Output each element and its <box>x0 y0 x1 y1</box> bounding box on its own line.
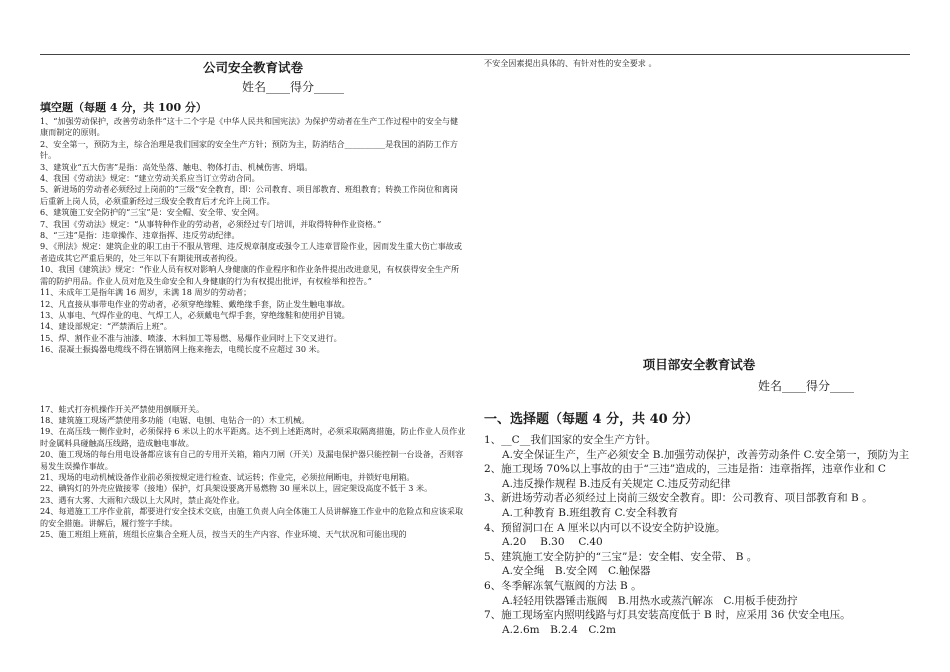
list-item: 4、我国《劳动法》规定：“建立劳动关系应当订立劳动合同。 <box>40 173 260 184</box>
list-item: 6、建筑施工安全防护的“三宝”是：安全帽、安全带、安全网。 <box>40 207 264 218</box>
list-item: 25、施工班组上班前，班组长应集合全班人员，按当天的生产内容、作业环境、天气状况和可能出现的 <box>40 529 407 539</box>
question-options: A.2.6m B.2.4 C.2m <box>502 623 616 636</box>
section-heading: 填空题（每题 4 分，共 100 分） <box>40 101 207 114</box>
page-title: 公司安全教育试卷 <box>202 60 303 75</box>
question-options: A.安全保证生产，生产必须安全 B.加强劳动保护，改善劳动条件 C.安全第一，预防为主 <box>502 448 910 461</box>
list-item: 18、建筑施工现场严禁使用多功能（电锯、电刨、电钻合一的）木工机械。 <box>40 414 310 425</box>
list-item: 17、蛙式打夯机操作开关严禁使用倒顺开关。 <box>40 403 205 414</box>
list-item: 10、我国《建筑法》规定：“作业人员有权对影响人身健康的作业程序和作业条件提出改进意见，有权获得安全生产所需的防护用品。作业人员对危及生命安全和人身健康的行为有权提出批评，有权检举和控告。” <box>40 264 460 286</box>
question-options: A.违反操作规程 B.违反有关规定 C.违反劳动纪律 <box>502 477 731 490</box>
list-item: 7、我国《劳动法》规定：“从事特种作业的劳动者，必须经过专门培训，并取得特种作业资格。” <box>40 218 382 229</box>
list-item: 19、在高压线一侧作业时，必须保持 6 米以上的水平距离。达不到上述距离时，必须采取隔离措施，防止作业人员作业时金属料具碰触高压线路，造成触电事故。 <box>40 426 466 448</box>
question-options: A.工种教育 B.班组教育 C.安全科教育 <box>502 506 679 519</box>
list-item: 22、碘钨灯的外壳应做接零（接地）保护，灯具架设要离开易燃物 30 厘米以上，固定架设高度不低于 3 米。 <box>40 483 433 494</box>
list-item: 23、遇有大雾、大雨和六级以上大风时，禁止高处作业。 <box>40 494 245 505</box>
fill-blank-list <box>40 116 466 356</box>
question-options: A.轻轻用铁器锤击瓶阀 B.用热水或蒸汽解冻 C.用板手使劲拧 <box>502 594 798 607</box>
list-item: 5、新进场的劳动者必须经过上岗前的“三级”安全教育，即：公司教育、项目部教育、班组教育；转换工作岗位和离岗后重新上岗人员，必须重新经过三级安全教育后才允许上岗工作。 <box>40 184 459 206</box>
list-item: 3、建筑业“五大伤害”是指：高处坠落、触电、物体打击、机械伤害、坍塌。 <box>40 161 313 172</box>
name-score-line: 姓名____得分____ <box>757 379 854 393</box>
question: 5、建筑施工安全防护的“三宝”是：安全帽、安全带、 B 。 <box>484 550 758 563</box>
question-options: A.安全绳 B.安全网 C.触保器 <box>502 565 651 578</box>
list-item: 1、“加强劳动保护，改善劳动条件”这十二个字是《中华人民共和国宪法》为保护劳动者在生产工作过程中的安全与健康而制定的原则。 <box>40 116 459 138</box>
fill-blank-list-continued <box>40 404 466 541</box>
list-item: 13、从事电、气焊作业的电、气焊工人，必须戴电气焊手套，穿绝缘鞋和使用护目镜。 <box>40 309 350 320</box>
question: 4、预留洞口在 A 厘米以内可以不设安全防护设施。 <box>484 521 726 534</box>
list-item: 20、施工现场的每台用电设备都应该有自己的专用开关箱，箱内刀闸（开关）及漏电保护器只能控制一台设备，否则容易发生误操作事故。 <box>40 449 464 471</box>
question: 1、__C__我们国家的安全生产方针。 <box>484 434 657 446</box>
question: 3、新进场劳动者必须经过上岗前三级安全教育。即：公司教育、项目部教育和 B 。 <box>484 492 873 505</box>
continued-text: 不安全因素提出具体的、有针对性的安全要求 。 <box>484 58 657 68</box>
choice-question-list <box>484 433 914 637</box>
question: 7、施工现场室内照明线路与灯具安装高度低于 B 时，应采用 36 伏安全电压。 <box>484 609 851 622</box>
list-item: 24、每道施工工序作业前，都要进行安全技术交底，由施工负责人向全体施工人员讲解施工作业中的危险点和应该采取的安全措施。讲解后，履行签字手续。 <box>40 506 464 528</box>
top-rule <box>40 54 910 55</box>
spacer <box>40 356 466 404</box>
company-exam-column <box>40 58 466 540</box>
list-item: 2、安全第一，预防为主，综合治理是我们国家的安全生产方针；预防为主，防消结合__________是我国的消防工作方针。 <box>40 138 458 161</box>
project-exam-title: 项目部安全教育试卷 <box>642 357 756 372</box>
list-item: 11、未成年工是指年满 16 周岁，未满 18 周岁的劳动者； <box>40 287 252 298</box>
list-item: 14、建设部规定：“严禁酒后上班”。 <box>40 321 172 332</box>
list-item: 21、现场的电动机械设备作业前必须按规定进行检查、试运转；作业完，必须拉闸断电，并锁好电闸箱。 <box>40 471 415 482</box>
question: 6、冬季解冻氧气瓶阀的方法 B 。 <box>484 579 642 592</box>
project-exam-column <box>484 58 914 636</box>
list-item: 12、凡直接从事带电作业的劳动者，必须穿绝缘鞋、戴绝缘手套，防止发生触电事故。 <box>40 298 350 309</box>
list-item: 15、焊、割作业不准与油漆、喷漆、木料加工等易燃、易爆作业同时上下交叉进行。 <box>40 332 342 343</box>
question-options: A.20 B.30 C.40 <box>502 536 603 549</box>
list-item: 8、“三违”是指：违章操作、违章指挥、违反劳动纪律。 <box>40 230 240 241</box>
list-item: 9、《刑法》规定：建筑企业的职工由于不服从管理、违反规章制度或强令工人违章冒险作业，因而发生重大伤亡事故或者造成其它严重后果的，处三年以下有期徒刑或者拘役。 <box>40 241 462 263</box>
section-heading: 一、选择题（每题 4 分，共 40 分） <box>484 412 699 427</box>
question: 2、施工现场 70%以上事故的由于“三违”造成的，三违是指：违章指挥，违章作业和 C <box>484 463 886 476</box>
name-score-line: 姓名____得分_____ <box>241 80 344 94</box>
project-exam-block <box>484 355 914 637</box>
list-item: 16、混凝土振捣器电缆线不得在钢筋网上拖来拖去，电缆长度不应超过 30 米。 <box>40 344 325 355</box>
